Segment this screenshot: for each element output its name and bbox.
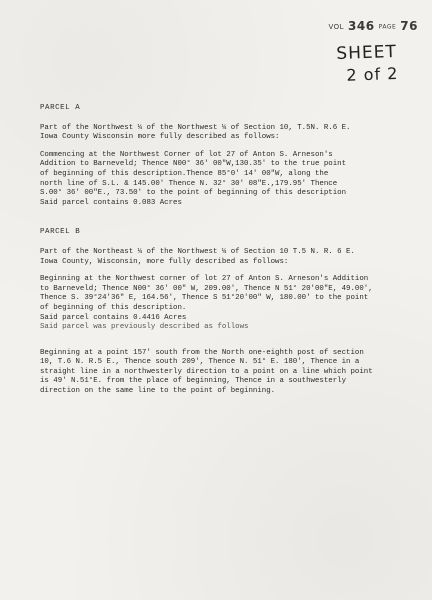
sheet-annotation-line2: 2 of 2 <box>346 63 399 85</box>
parcel-a-heading: PARCEL A <box>40 104 81 112</box>
parcel-a-acreage: Said parcel contains 0.083 Acres <box>40 198 182 207</box>
page-label: PAGE <box>378 23 397 31</box>
parcel-b-acreage: Said parcel contains 0.4416 Acres <box>40 313 187 322</box>
parcel-b-previous-description: Beginning at a point 157' south from the North one-eighth post of section 10, T.6 N. R.5 E., Thence south 209', Thence N. 51° E. 180', Thence in a straight line in a northwesterly direction to a point on a line which point is 49' N.51°E. from the place of beginning, Thence in a southwesterly direction on the same line to the point of beginning. <box>40 348 373 396</box>
sheet-annotation-line1: SHEET <box>336 41 398 65</box>
page-number: 76 <box>400 19 418 33</box>
parcel-b-description: Part of the Northeast ¼ of the Northwest ¼ of Section 10 T.5 N. R. 6 E. Iowa County, Wisconsin, more fully described as follows: <box>40 247 355 266</box>
parcel-b-previous-note: Said parcel was previously described as follows <box>40 323 249 332</box>
parcel-b-heading: PARCEL B <box>40 228 81 237</box>
parcel-b-boundary: Beginning at the Northwest corner of lot 27 of Anton S. Arneson's Addition to Barneveld; Thence N00° 36' 00" W, 209.00', Thence N 51° 20'00"E, 49.00', Thence S. 39°24'36" E, 164.56', Thence S 51°20'00" W, 180.00' to the point of beginning of this description. <box>40 275 373 312</box>
sheet-annotation <box>335 41 398 87</box>
volume-page-stamp <box>328 19 418 33</box>
volume-number: 346 <box>348 19 375 33</box>
parcel-a-boundary: Commencing at the Northwest Corner of lot 27 of Anton S. Arneson's Addition to Barneveld; Thence N00° 36' 00"W,130.35' to the true point of beginning of this description.Thence 85°0' 14' 00"W, along the north line of S.L. & 145.00' Thence N. 32° 30' 08"E.,179.95' Thence S.00° 36' 00"E., 73.50' to the point of beginning of this description <box>40 150 347 198</box>
parcel-a-description: Part of the Northwest ¼ of the Northwest ¼ of Section 10, T.5N. R.6 E. Iowa County Wisconsin more fully described as follows: <box>40 123 351 142</box>
document-body <box>40 104 410 405</box>
volume-label: VOL <box>328 23 345 31</box>
